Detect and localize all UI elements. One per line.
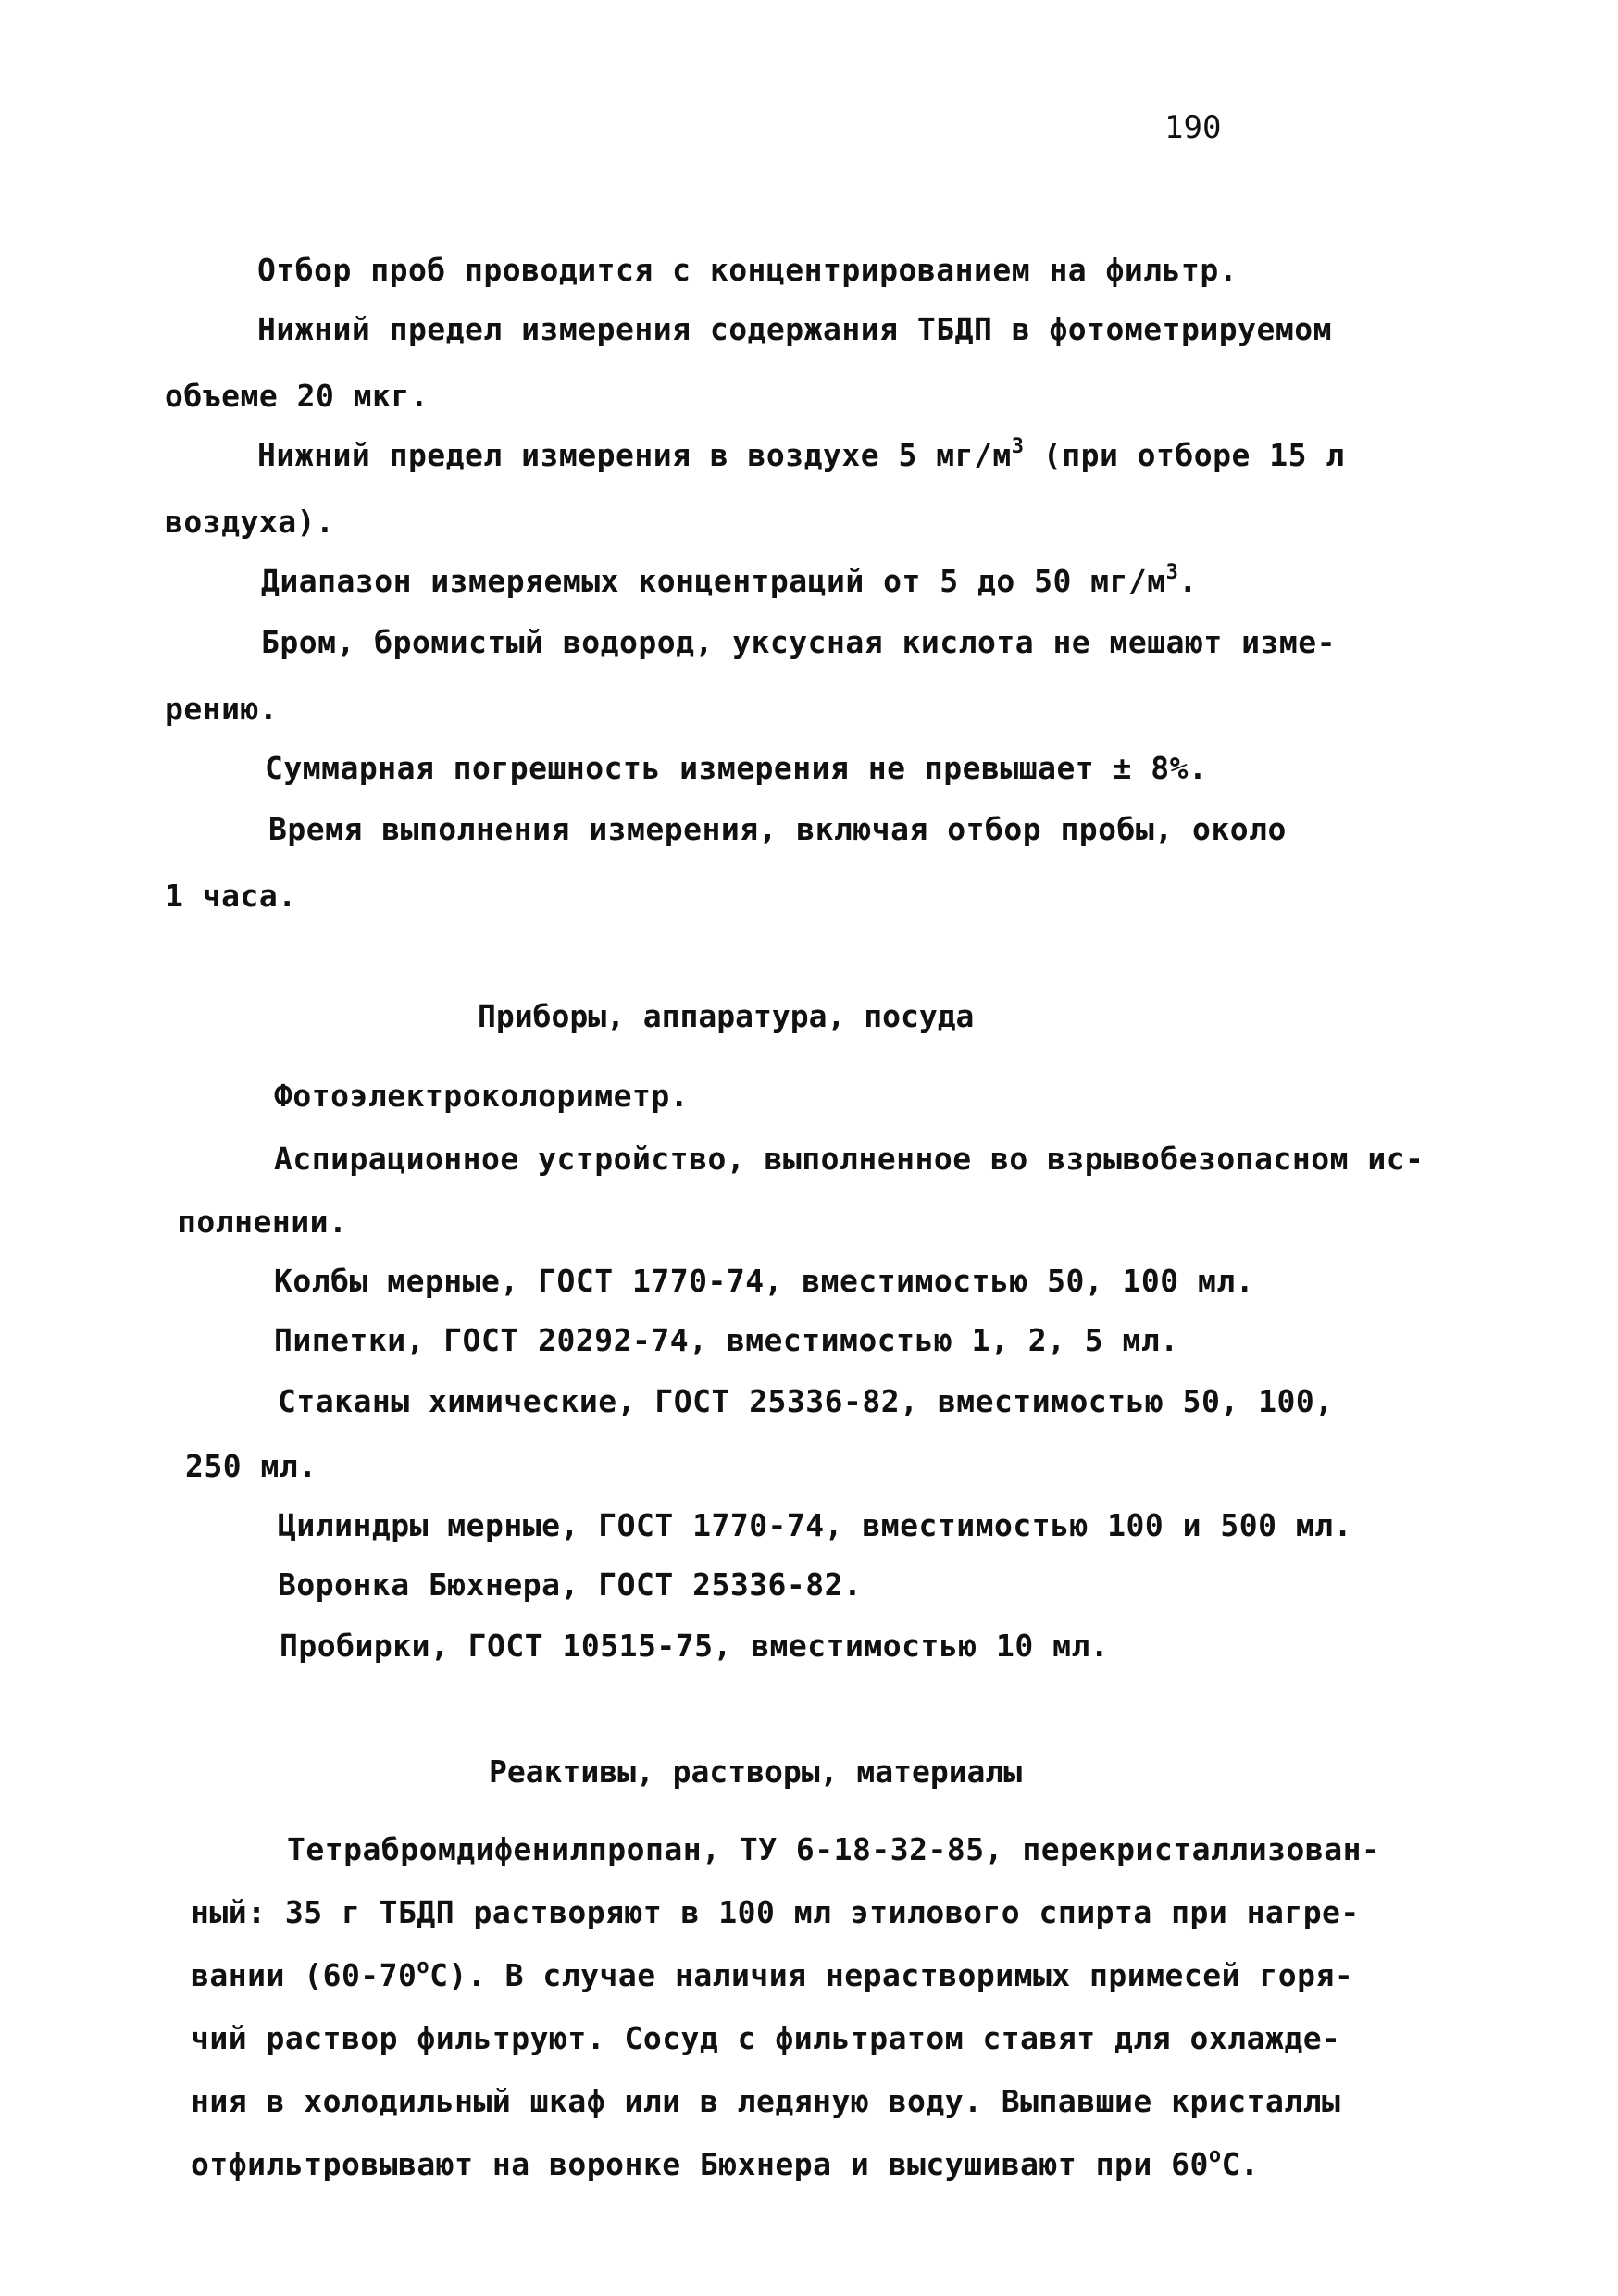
equipment-item-aspirator-line1: Аспирационное устройство, выполненное во взрывобезопасном ис- xyxy=(274,1141,1425,1177)
air-limit-superscript: 3 xyxy=(1011,435,1025,458)
reagent-line-1: Тетрабромдифенилпропан, ТУ 6-18-32-85, перекристаллизован- xyxy=(287,1831,1381,1867)
paragraph-sampling: Отбор проб проводится с концентрированием на фильтр. xyxy=(257,252,1238,288)
equipment-item-photometer: Фотоэлектроколориметр. xyxy=(274,1078,690,1114)
equipment-item-test-tubes: Пробирки, ГОСТ 10515-75, вместимостью 10 мл. xyxy=(280,1628,1110,1664)
equipment-item-funnel: Воронка Бюхнера, ГОСТ 25336-82. xyxy=(278,1566,863,1603)
equipment-item-aspirator-line2: полнении. xyxy=(178,1204,348,1240)
page-number: 190 xyxy=(1164,109,1222,146)
air-limit-text-b: (при отборе 15 л xyxy=(1024,437,1345,473)
paragraph-interference-line2: рению. xyxy=(165,691,279,727)
paragraph-interference-line1: Бром, бромистый водород, уксусная кислота не мешают изме- xyxy=(261,624,1336,660)
range-text-b: . xyxy=(1178,563,1198,599)
paragraph-duration-line2: 1 часа. xyxy=(165,878,297,914)
paragraph-lower-limit-line1: Нижний предел измерения содержания ТБДП в фотометрируемом xyxy=(257,311,1332,347)
reagent-line-3-a: вании (60-70 xyxy=(191,1957,417,1993)
reagent-line-6 xyxy=(191,2146,1259,2182)
reagent-line-2: ный: 35 г ТБДП растворяют в 100 мл этилового спирта при нагре- xyxy=(191,1894,1360,1930)
reagent-line-4: чий раствор фильтруют. Сосуд с фильтратом ставят для охлажде- xyxy=(191,2020,1341,2056)
equipment-item-beakers-line2: 250 мл. xyxy=(185,1448,317,1484)
reagent-line-6-b: С. xyxy=(1221,2146,1260,2182)
reagent-line-6-a: отфильтровывают на воронке Бюхнера и высушивают при 60 xyxy=(191,2146,1209,2182)
reagent-line-3-b: С). В случае наличия нерастворимых примесей горя- xyxy=(429,1957,1354,1993)
reagent-line-3 xyxy=(191,1957,1353,1993)
range-superscript: 3 xyxy=(1165,561,1179,584)
equipment-item-flasks: Колбы мерные, ГОСТ 1770-74, вместимостью 50, 100 мл. xyxy=(274,1263,1255,1299)
heading-equipment: Приборы, аппаратура, посуда xyxy=(478,998,975,1034)
air-limit-text-a: Нижний предел измерения в воздухе 5 мг/м xyxy=(257,437,1012,473)
paragraph-error: Суммарная погрешность измерения не превышает ± 8%. xyxy=(265,750,1208,786)
equipment-item-pipettes: Пипетки, ГОСТ 20292-74, вместимостью 1, 2, 5 мл. xyxy=(274,1322,1179,1358)
paragraph-duration-line1: Время выполнения измерения, включая отбор пробы, около xyxy=(268,811,1287,847)
paragraph-range xyxy=(261,563,1198,599)
range-text-a: Диапазон измеряемых концентраций от 5 до 50 мг/м xyxy=(261,563,1166,599)
equipment-item-cylinders: Цилиндры мерные, ГОСТ 1770-74, вместимостью 100 и 500 мл. xyxy=(278,1507,1352,1543)
heading-reagents: Реактивы, растворы, материалы xyxy=(489,1753,1023,1790)
paragraph-air-limit-line2: воздуха). xyxy=(165,504,335,540)
reagent-line-5: ния в холодильный шкаф или в ледяную воду. Выпавшие кристаллы xyxy=(191,2083,1341,2119)
degree-sign-2: о xyxy=(1208,2144,1222,2167)
paragraph-air-limit-line1 xyxy=(257,437,1345,473)
paragraph-lower-limit-line2: объеме 20 мкг. xyxy=(165,378,429,414)
equipment-item-beakers-line1: Стаканы химические, ГОСТ 25336-82, вместимостью 50, 100, xyxy=(278,1383,1334,1419)
degree-sign: о xyxy=(417,1955,430,1978)
